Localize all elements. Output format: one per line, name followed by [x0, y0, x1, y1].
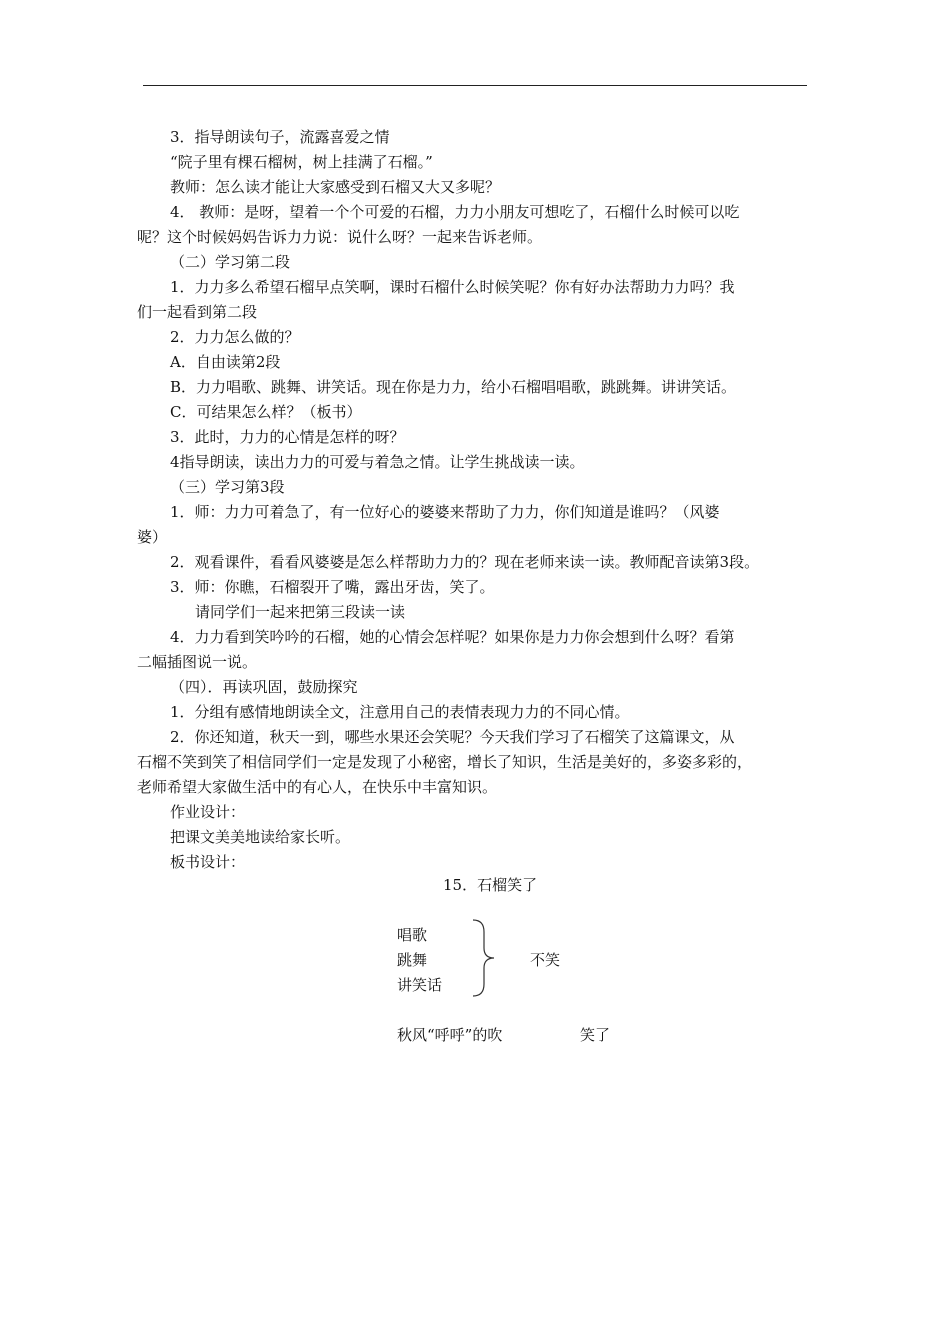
text-line: 2．你还知道，秋天一到，哪些水果还会笑呢？今天我们学习了石榴笑了这篇课文，从 [170, 728, 735, 746]
text-line: 2．力力怎么做的？ [170, 328, 300, 346]
text-line: B．力力唱歌、跳舞、讲笑话。现在你是力力，给小石榴唱唱歌，跳跳舞。讲讲笑话。 [170, 378, 737, 396]
header-rule [143, 85, 807, 86]
text-line: 呢？这个时候妈妈告诉力力说：说什么呀？一起来告诉老师。 [137, 228, 543, 246]
board-action: 讲笑话 [397, 976, 443, 994]
text-line: C．可结果怎么样？（板书） [170, 403, 362, 421]
text-line: “院子里有棵石榴树，树上挂满了石榴。” [170, 153, 433, 171]
text-line: 3．指导朗读句子，流露喜爱之情 [170, 128, 390, 146]
text-line: 1．分组有感情地朗读全文，注意用自己的表情表现力力的不同心情。 [170, 703, 630, 721]
text-line: 婆） [137, 528, 168, 546]
text-line: 1．师：力力可着急了，有一位好心的婆婆来帮助了力力，你们知道是谁吗？（风婆 [170, 503, 720, 521]
text-line: 教师：怎么读才能让大家感受到石榴又大又多呢？ [170, 178, 501, 196]
board-title: 15．石榴笑了 [443, 876, 538, 894]
text-line: 们一起看到第二段 [137, 303, 258, 321]
text-line: 3．师：你瞧，石榴裂开了嘴，露出牙齿，笑了。 [170, 578, 495, 596]
text-line: 请同学们一起来把第三段读一读 [195, 603, 406, 621]
text-line: 3．此时，力力的心情是怎样的呀？ [170, 428, 405, 446]
text-line: 作业设计： [170, 803, 246, 821]
text-line: 4． 教师：是呀，望着一个个可爱的石榴，力力小朋友可想吃了，石榴什么时候可以吃 [170, 203, 740, 221]
text-line: A．自由读第2段 [170, 353, 281, 371]
right-brace-icon [470, 918, 500, 998]
text-line: 2．观看课件，看看风婆婆是怎么样帮助力力的？现在老师来读一读。教师配音读第3段。 [170, 553, 760, 571]
section-heading: （三）学习第3段 [170, 478, 285, 496]
board-result: 不笑 [530, 951, 561, 969]
section-heading: （四）．再读巩固，鼓励探究 [170, 678, 358, 696]
board-wind: 秋风“呼呼”的吹 [397, 1026, 503, 1044]
text-line: 老师希望大家做生活中的有心人，在快乐中丰富知识。 [137, 778, 498, 796]
text-line: 把课文美美地读给家长听。 [170, 828, 351, 846]
section-heading: （二）学习第二段 [170, 253, 291, 271]
board-final: 笑了 [580, 1026, 611, 1044]
text-line: 4指导朗读，读出力力的可爱与着急之情。让学生挑战读一读。 [170, 453, 585, 471]
text-line: 板书设计： [170, 853, 246, 871]
board-action: 唱歌 [397, 926, 428, 944]
text-line: 石榴不笑到笑了相信同学们一定是发现了小秘密，增长了知识，生活是美好的，多姿多彩的， [137, 753, 753, 771]
text-line: 1．力力多么希望石榴早点笑啊，课时石榴什么时候笑呢？你有好办法帮助力力吗？我 [170, 278, 735, 296]
board-action: 跳舞 [397, 951, 428, 969]
text-line: 4．力力看到笑吟吟的石榴，她的心情会怎样呢？如果你是力力你会想到什么呀？看第 [170, 628, 735, 646]
text-line: 二幅插图说一说。 [137, 653, 258, 671]
